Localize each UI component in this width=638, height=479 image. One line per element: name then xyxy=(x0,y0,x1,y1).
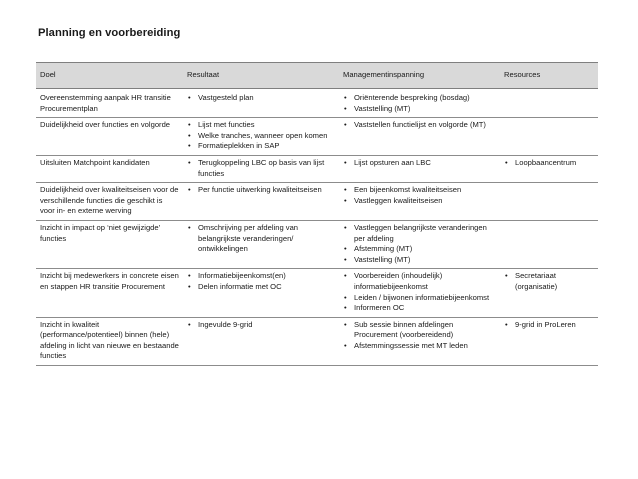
bullet-list xyxy=(504,271,594,292)
bullet-list xyxy=(504,320,594,331)
bullet-item: • Een bijeenkomst kwaliteitseisen xyxy=(343,185,496,196)
bullet-item: • Sub sessie binnen afdelingen Procurement (voorbereidend) xyxy=(343,320,496,341)
bullet-list xyxy=(343,271,496,313)
bullet-item: • Delen informatie met OC xyxy=(187,282,335,293)
bullet-item: • Leiden / bijwonen informatiebijeenkomst xyxy=(343,293,496,304)
table-row xyxy=(36,118,598,156)
table-row xyxy=(36,89,598,118)
cell-resources xyxy=(500,317,598,365)
bullet-list xyxy=(187,271,335,292)
cell-resources xyxy=(500,155,598,182)
table-row xyxy=(36,220,598,268)
bullet-item: • Vaststelling (MT) xyxy=(343,104,496,115)
cell-managementinspanning xyxy=(339,269,500,317)
cell-managementinspanning xyxy=(339,183,500,221)
bullet-list xyxy=(187,158,335,179)
bullet-item: • Lijst met functies xyxy=(187,120,335,131)
bullet-item: • Voorbereiden (inhoudelijk) informatiebijeenkomst xyxy=(343,271,496,292)
cell-doel: Uitsluiten Matchpoint kandidaten xyxy=(36,155,183,182)
bullet-item: • Omschrijving per afdeling van belangrijkste veranderingen/ ontwikkelingen xyxy=(187,223,335,255)
cell-resultaat xyxy=(183,183,339,221)
bullet-list xyxy=(343,158,496,169)
bullet-item: • Terugkoppeling LBC op basis van lijst functies xyxy=(187,158,335,179)
bullet-list xyxy=(343,223,496,265)
cell-resultaat xyxy=(183,317,339,365)
cell-managementinspanning xyxy=(339,89,500,118)
bullet-item: • Loopbaancentrum xyxy=(504,158,594,169)
bullet-list xyxy=(343,93,496,114)
table-row xyxy=(36,317,598,365)
header-managementinspanning: Managementinspanning xyxy=(339,63,500,89)
bullet-list xyxy=(343,320,496,352)
cell-resources xyxy=(500,183,598,221)
table-row xyxy=(36,269,598,317)
bullet-item: • Formatieplekken in SAP xyxy=(187,141,335,152)
bullet-item: • Vastgesteld plan xyxy=(187,93,335,104)
cell-resultaat xyxy=(183,155,339,182)
header-doel: Doel xyxy=(36,63,183,89)
bullet-item: • Secretariaat (organisatie) xyxy=(504,271,594,292)
bullet-list xyxy=(343,120,496,131)
table-row xyxy=(36,155,598,182)
cell-doel: Duidelijkheid over kwaliteitseisen voor de verschillende functies die geschikt is voor in- en externe werving xyxy=(36,183,183,221)
table-header-row xyxy=(36,63,598,89)
cell-resultaat xyxy=(183,269,339,317)
cell-resources xyxy=(500,220,598,268)
cell-managementinspanning xyxy=(339,220,500,268)
bullet-list xyxy=(187,185,335,196)
cell-doel: Inzicht in impact op ‘niet gewijzigde’ functies xyxy=(36,220,183,268)
planning-table xyxy=(36,62,598,366)
cell-resultaat xyxy=(183,118,339,156)
bullet-list xyxy=(187,223,335,255)
bullet-item: • Vastleggen belangrijkste veranderingen per afdeling xyxy=(343,223,496,244)
table-row xyxy=(36,183,598,221)
cell-doel: Overeenstemming aanpak HR transitie Procurementplan xyxy=(36,89,183,118)
bullet-item: • Vastleggen kwaliteitseisen xyxy=(343,196,496,207)
cell-resultaat xyxy=(183,220,339,268)
bullet-item: • Lijst opsturen aan LBC xyxy=(343,158,496,169)
page-title: Planning en voorbereiding xyxy=(38,27,181,39)
bullet-item: • 9-grid in ProLeren xyxy=(504,320,594,331)
bullet-item: • Oriënterende bespreking (bosdag) xyxy=(343,93,496,104)
header-resultaat: Resultaat xyxy=(183,63,339,89)
cell-resources xyxy=(500,118,598,156)
cell-resources xyxy=(500,269,598,317)
bullet-item: • Informatiebijeenkomst(en) xyxy=(187,271,335,282)
bullet-item: • Per functie uitwerking kwaliteitseisen xyxy=(187,185,335,196)
bullet-item: • Vaststellen functielijst en volgorde (MT) xyxy=(343,120,496,131)
cell-resources xyxy=(500,89,598,118)
cell-doel: Inzicht in kwaliteit (performance/potentieel) binnen (hele) afdeling in licht van nieuwe en bestaande functies xyxy=(36,317,183,365)
bullet-item: • Afstemming (MT) xyxy=(343,244,496,255)
cell-managementinspanning xyxy=(339,317,500,365)
bullet-item: • Vaststelling (MT) xyxy=(343,255,496,266)
bullet-list xyxy=(343,185,496,206)
bullet-item: • Welke tranches, wanneer open komen xyxy=(187,131,335,142)
bullet-item: • Informeren OC xyxy=(343,303,496,314)
bullet-list xyxy=(187,320,335,331)
header-resources: Resources xyxy=(500,63,598,89)
bullet-item: • Afstemmingssessie met MT leden xyxy=(343,341,496,352)
bullet-list xyxy=(187,120,335,152)
bullet-item: • Ingevulde 9-grid xyxy=(187,320,335,331)
bullet-list xyxy=(504,158,594,169)
cell-managementinspanning xyxy=(339,118,500,156)
bullet-list xyxy=(187,93,335,104)
cell-resultaat xyxy=(183,89,339,118)
cell-managementinspanning xyxy=(339,155,500,182)
cell-doel: Duidelijkheid over functies en volgorde xyxy=(36,118,183,156)
cell-doel: Inzicht bij medewerkers in concrete eisen en stappen HR transitie Procurement xyxy=(36,269,183,317)
